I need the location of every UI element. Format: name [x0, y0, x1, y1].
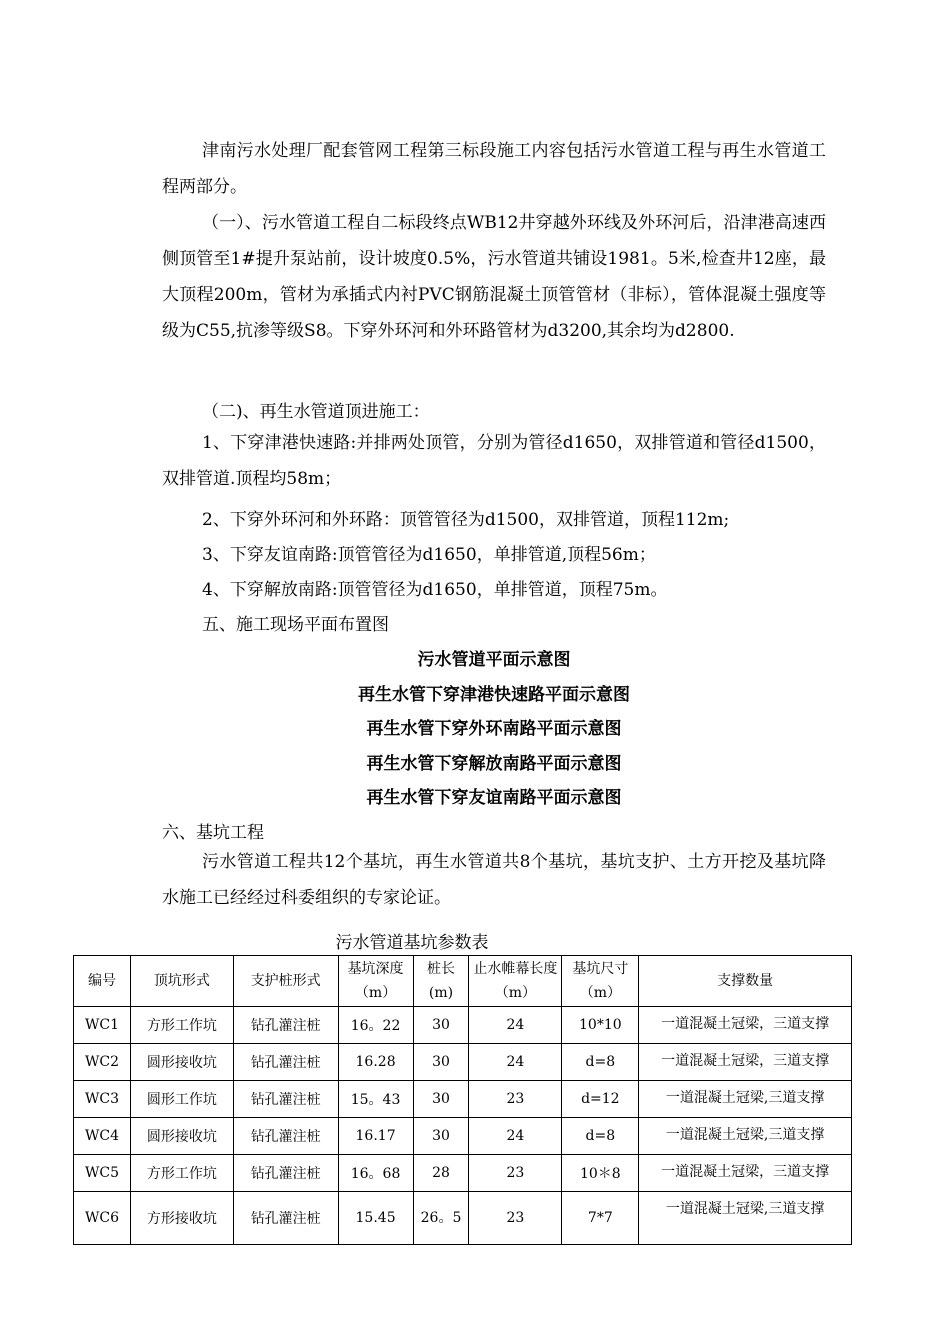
table-row [74, 1155, 852, 1192]
table-caption: 污水管道基坑参数表 [335, 933, 489, 953]
table-cell: 24 [469, 1044, 562, 1081]
table-cell: 一道混凝土冠梁，三道支撑 [639, 1155, 852, 1192]
table-cell: 一道混凝土冠梁，三道支撑 [639, 1007, 852, 1044]
table-cell: 钻孔灌注桩 [233, 1192, 338, 1245]
table-cell: 一道混凝土冠梁,三道支撑 [639, 1118, 852, 1155]
header-cell: 支撑数量 [639, 956, 852, 1007]
table-cell: 一道混凝土冠梁，三道支撑 [639, 1044, 852, 1081]
table-cell: WC3 [74, 1081, 131, 1118]
table-row [74, 1192, 852, 1245]
table-cell: 24 [469, 1118, 562, 1155]
table-row [74, 1044, 852, 1081]
header-cell: 支护桩形式 [233, 956, 338, 1007]
table-cell: 16。22 [338, 1007, 413, 1044]
reclaimed-item-3: 3、下穿友谊南路:顶管管径为d1650，单排管道,顶程56m； [202, 545, 656, 565]
table-cell: 7*7 [562, 1192, 639, 1245]
table-cell: 30 [413, 1081, 469, 1118]
pit-parameters-table [73, 955, 852, 1245]
table-cell: WC4 [74, 1118, 131, 1155]
table-cell: d=8 [562, 1044, 639, 1081]
table-cell: d=8 [562, 1118, 639, 1155]
table-cell: 30 [413, 1044, 469, 1081]
table-cell: WC1 [74, 1007, 131, 1044]
table-cell: 16.17 [338, 1118, 413, 1155]
table-cell: 16.28 [338, 1044, 413, 1081]
table-cell: 圆形工作坑 [130, 1081, 233, 1118]
table-cell: 钻孔灌注桩 [233, 1081, 338, 1118]
header-cell: 编号 [74, 956, 131, 1007]
table-cell: 方形工作坑 [130, 1155, 233, 1192]
table-cell: 23 [469, 1155, 562, 1192]
header-cell: 顶坑形式 [130, 956, 233, 1007]
reclaimed-item-1: 1、下穿津港快速路:并排两处顶管，分别为管径d1650，双排管道和管径d1500，双排管道.顶程均58m； [162, 433, 826, 489]
table-cell: 23 [469, 1192, 562, 1245]
figure-title-3: 再生水管下穿外环南路平面示意图 [366, 719, 622, 739]
figure-title-2: 再生水管下穿津港快速路平面示意图 [358, 685, 630, 705]
table-cell: 钻孔灌注桩 [233, 1155, 338, 1192]
table-cell: 钻孔灌注桩 [233, 1007, 338, 1044]
figure-title-5: 再生水管下穿友谊南路平面示意图 [366, 788, 622, 808]
reclaimed-item-2: 2、下穿外环河和外环路：顶管管径为d1500，双排管道，顶程112m; [202, 510, 730, 530]
header-cell: 基坑深度（m） [338, 956, 413, 1007]
table-cell: WC5 [74, 1155, 131, 1192]
table-cell: 15.45 [338, 1192, 413, 1245]
section-5-heading: 五、施工现场平面布置图 [202, 615, 389, 635]
table-row [74, 1081, 852, 1118]
table-cell: 一道混凝土冠梁,三道支撑 [639, 1192, 852, 1245]
section-6-heading: 六、基坑工程 [162, 823, 264, 843]
table-cell: 方形工作坑 [130, 1007, 233, 1044]
table-cell: 30 [413, 1007, 469, 1044]
table-cell: WC6 [74, 1192, 131, 1245]
header-cell: 基坑尺寸（m） [562, 956, 639, 1007]
table-row [74, 1007, 852, 1044]
table-cell: 钻孔灌注桩 [233, 1118, 338, 1155]
table-cell: 15。43 [338, 1081, 413, 1118]
table-cell: 一道混凝土冠梁,三道支撑 [639, 1081, 852, 1118]
reclaimed-item-4: 4、下穿解放南路:顶管管径为d1650，单排管道，顶程75m。 [202, 580, 668, 600]
table-cell: d=12 [562, 1081, 639, 1118]
figure-title-4: 再生水管下穿解放南路平面示意图 [366, 754, 622, 774]
sewer-pipeline-paragraph: （一）、污水管道工程自二标段终点WB12井穿越外环线及外环河后，沿津港高速西侧顶管至1#提升泵站前，设计坡度0.5%，污水管道共铺设1981。5米,检查井12座，最大顶程200m，管材为承插式内衬PVC钢筋混凝土顶管管材（非标），管体混凝土强度等级为C55,抗渗等级S8。下穿外环河和外环路管材为d3200,其余均为d2800. [162, 213, 826, 341]
table-cell: 24 [469, 1007, 562, 1044]
section-6-paragraph: 污水管道工程共12个基坑，再生水管道共8个基坑，基坑支护、土方开挖及基坑降水施工已经经过科委组织的专家论证。 [162, 852, 826, 908]
table-cell: 10＊8 [562, 1155, 639, 1192]
table-cell: 16。68 [338, 1155, 413, 1192]
table-cell: 23 [469, 1081, 562, 1118]
table-header-row [74, 956, 852, 1007]
header-cell: 止水帷幕长度（m） [469, 956, 562, 1007]
table-cell: 28 [413, 1155, 469, 1192]
table-row [74, 1118, 852, 1155]
table-cell: 方形接收坑 [130, 1192, 233, 1245]
table-cell: 圆形接收坑 [130, 1044, 233, 1081]
figure-title-1: 污水管道平面示意图 [417, 650, 571, 670]
table-cell: 圆形接收坑 [130, 1118, 233, 1155]
header-cell: 桩长(m) [413, 956, 469, 1007]
table-cell: 30 [413, 1118, 469, 1155]
table-cell: 钻孔灌注桩 [233, 1044, 338, 1081]
table-cell: 10*10 [562, 1007, 639, 1044]
intro-paragraph: 津南污水处理厂配套管网工程第三标段施工内容包括污水管道工程与再生水管道工程两部分。 [162, 141, 826, 197]
table-cell: 26。5 [413, 1192, 469, 1245]
table-cell: WC2 [74, 1044, 131, 1081]
reclaimed-water-heading: （二)、再生水管道顶进施工： [202, 402, 430, 422]
